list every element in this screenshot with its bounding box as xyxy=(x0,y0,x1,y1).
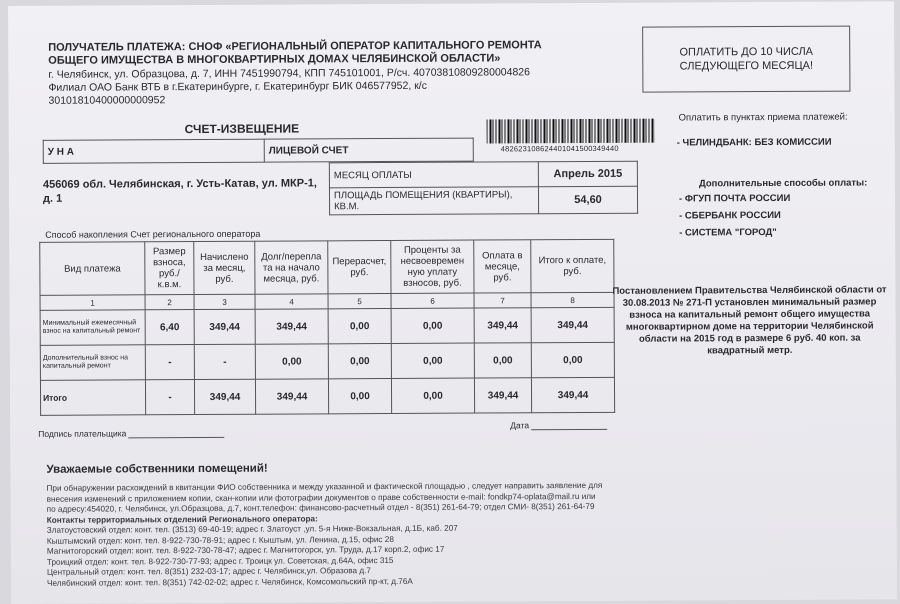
header-cell: Оплата в месяце, руб. xyxy=(474,240,531,293)
bank-line-3: 30101810400000000952 xyxy=(48,94,166,107)
row-label: Минимальный ежемесячный взнос на капитальный ремонт xyxy=(40,310,145,346)
cell: 0,00 xyxy=(328,378,391,413)
header-cell: Перерасчет, руб. xyxy=(328,240,391,293)
cell: 6,40 xyxy=(145,310,194,345)
cell: 0,00 xyxy=(474,343,531,378)
bank-line-1: г. Челябинск, ул. Образцова, д. 7, ИНН 7451990794, КПП 745101001, Р/сч. 40703810809280004826 xyxy=(48,66,531,81)
accumulation-method: Способ накопления Счет регионального оператора xyxy=(45,228,261,240)
pay-points-label: Оплатить в пунктах приема платежей: xyxy=(678,111,848,124)
cell: 349,44 xyxy=(194,379,255,414)
payee-header xyxy=(48,39,608,68)
receipt-paper xyxy=(8,1,897,604)
date-label: Дата xyxy=(510,420,530,431)
pay-deadline-line-2: СЛЕДУЮЩЕГО МЕСЯЦА! xyxy=(679,59,814,73)
area-label: ПЛОЩАДЬ ПОМЕЩЕНИЯ (КВАРТИРЫ), КВ.М. xyxy=(329,187,538,215)
cell: 349,44 xyxy=(474,308,531,343)
bill-title: СЧЕТ-ИЗВЕЩЕНИЕ xyxy=(184,121,300,137)
cell: - xyxy=(194,344,255,379)
table-row xyxy=(40,307,614,345)
account-label-cell: ЛИЦЕВОЙ СЧЕТ xyxy=(264,138,473,162)
cell: 349,44 xyxy=(531,377,614,412)
payer-name-cell: У Н А xyxy=(43,139,264,163)
pay-deadline-box xyxy=(642,26,850,93)
header-cell: Долг/перепла та на начало месяца, руб. xyxy=(255,241,328,294)
header-cell: Проценты за несвоевремен ную уплату взносов, руб. xyxy=(391,240,474,293)
cell: 0,00 xyxy=(391,343,474,378)
month-area-table xyxy=(329,161,638,216)
additional-ways-label: Дополнительные способы оплаты: xyxy=(698,177,868,190)
notice-line: Челябинский отдел: конт. тел. 8(351) 742-02-02; адрес г. Челябинск, Комсомольский пр-кт, д.76А xyxy=(46,576,413,588)
property-address: 456069 обл. Челябинская, г. Усть-Катав, ул. МКР-1, д. 1 xyxy=(42,177,317,205)
barcode-image xyxy=(487,119,655,144)
notice-line: Магнитогорский отдел: конт. тел. 8-922-730-78-47; адрес г. Магнитогорск, ул. Труда, д.17 корп.2, офис 17 xyxy=(46,544,445,556)
bank-line-2: Филиал ОАО Банк ВТБ в г.Екатеринбурге, г. Екатеринбург БИК 046577952, к/с xyxy=(48,79,427,94)
signature-label: Подпись плательщика xyxy=(38,428,127,439)
way-post: - ФГУП ПОЧТА РОССИИ xyxy=(678,192,791,205)
cell: 0,00 xyxy=(328,343,391,378)
date-field xyxy=(510,420,607,431)
header-cell: Начислено за месяц, руб. xyxy=(194,241,255,294)
notice-line: При обнаружении расхождений в квитанции ФИО собственника и между указанной и фактической площадью , следует направить заявление для xyxy=(46,480,603,493)
notice-body xyxy=(47,480,708,588)
month-value: Апрель 2015 xyxy=(538,161,637,187)
cell: 0,00 xyxy=(531,342,614,377)
col-number: 7 xyxy=(474,293,531,308)
header-cell: Вид платежа xyxy=(40,242,145,296)
cell: 349,44 xyxy=(194,309,255,344)
header-cell: Размер взноса, руб./к.в.м. xyxy=(145,242,194,295)
cell: 0,00 xyxy=(391,378,474,413)
cell: 0,00 xyxy=(255,344,328,379)
col-number: 5 xyxy=(328,293,391,308)
cell: 349,44 xyxy=(531,307,614,342)
charges-table xyxy=(39,239,615,416)
date-line xyxy=(531,420,607,430)
decree-text: Постановлением Правительства Челябинской области от 30.08.2013 № 271-П установлен минимальный размер взноса на капитальный ремонт общего имущества многоквартирном доме на территории Челябинской области на 2015 год в размере 6 руб. 40 коп. за квадратный метр. xyxy=(612,284,887,357)
notice-line: Златоустовский отдел: конт. тел. (3513) 69-40-19; адрес г. Златоуст ,ул. 5-я Ниже-Вокзальная, д.1Б, каб. 207 xyxy=(46,523,458,535)
col-number: 2 xyxy=(145,295,194,310)
notice-greeting: Уважаемые собственники помещений! xyxy=(46,462,268,476)
col-number: 1 xyxy=(40,295,145,311)
notice-line: Троицкий отдел: конт. тел. 8-922-730-77-93; адрес г. Троицк ул. Советская, д.64А, офис 315 xyxy=(46,555,394,567)
way-gorod: - СИСТЕМА "ГОРОД" xyxy=(679,226,777,239)
col-number: 6 xyxy=(391,293,474,308)
notice-line: Центральный отдел: конт. тел. 8(351) 232-03-17; адрес г. Челябинск,ул. Образова д.7 xyxy=(46,566,371,577)
cell: 349,44 xyxy=(255,309,328,344)
notice-line: внесения изменений с приложением копии, скан-копии или фотографии документов о праве собственности e-mail: fondkp74-oplata@mail.ru или xyxy=(46,491,596,504)
col-number: 4 xyxy=(255,294,328,309)
cell: - xyxy=(145,345,194,380)
table-header-row xyxy=(40,239,614,295)
chelindbank-line: - ЧЕЛИНДБАНК: БЕЗ КОМИССИИ xyxy=(676,136,832,149)
way-sberbank: - СБЕРБАНК РОССИИ xyxy=(679,209,781,222)
table-row xyxy=(40,342,614,380)
cell: 0,00 xyxy=(328,308,391,343)
area-value: 54,60 xyxy=(538,186,637,214)
cell: - xyxy=(145,380,194,415)
signature-field xyxy=(38,428,225,439)
account-table xyxy=(43,138,474,164)
row-label: Дополнительный взнос на капитальный ремонт xyxy=(40,345,145,381)
signature-line xyxy=(129,428,225,439)
notice-line: Кыштымский отдел: конт. тел. 8-922-730-78-91; адрес г. Кыштым, ул. Ленина, д.15, офис 28 xyxy=(46,534,394,546)
col-number: 8 xyxy=(531,292,614,307)
pay-deadline-line-1: ОПЛАТИТЬ ДО 10 ЧИСЛА xyxy=(679,45,814,59)
col-number: 3 xyxy=(194,294,255,309)
payee-line-2: ОБЩЕГО ИМУЩЕСТВА В МНОГОКВАРТИРНЫХ ДОМАХ ЧЕЛЯБИНСКОЙ ОБЛАСТИ» xyxy=(48,52,501,67)
header-cell: Итого к оплате, руб. xyxy=(531,239,614,292)
table-row xyxy=(40,377,614,415)
notice-line: по адресу:454020, г. Челябинск, ул.Образцова, д.7, конт.телефон: финансово-расчетный отдел - 8(351) 261-64-79; отдел СМИ- 8(351) 261-64-79 xyxy=(46,501,595,514)
cell: 0,00 xyxy=(391,308,474,343)
month-label: МЕСЯЦ ОПЛАТЫ xyxy=(329,162,538,188)
row-label: Итого xyxy=(40,380,145,416)
barcode-number: 482623108624401041500349440 xyxy=(500,143,619,154)
payee-line-1: ПОЛУЧАТЕЛЬ ПЛАТЕЖА: СНОФ «РЕГИОНАЛЬНЫЙ ОПЕРАТОР КАПИТАЛЬНОГО РЕМОНТА xyxy=(48,39,542,54)
cell: 349,44 xyxy=(255,379,328,414)
notice-line: Контакты территориальных отделений Регионального оператора: xyxy=(46,513,318,525)
cell: 349,44 xyxy=(474,378,531,413)
